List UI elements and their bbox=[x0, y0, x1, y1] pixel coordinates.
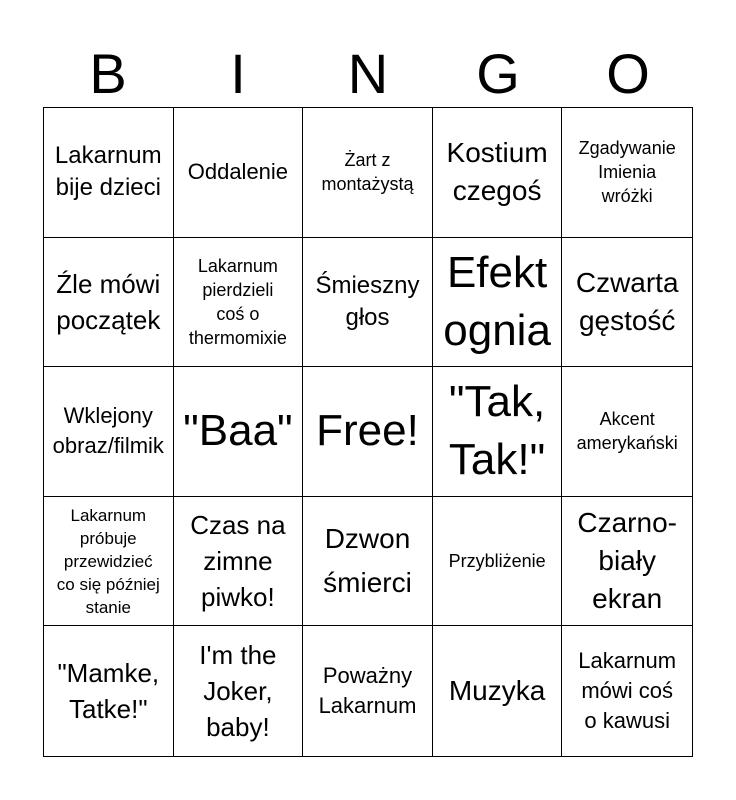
cell-text: Żart z montażystą bbox=[321, 150, 414, 195]
cell-text: "Mamke, Tatke!" bbox=[57, 658, 160, 725]
cell-text: Źle mówi początek bbox=[56, 268, 161, 335]
bingo-cell[interactable] bbox=[433, 626, 563, 756]
bingo-cell[interactable] bbox=[562, 367, 692, 497]
cell-text: Kostium czegoś bbox=[446, 137, 548, 207]
bingo-cell[interactable] bbox=[44, 497, 174, 627]
bingo-cell[interactable] bbox=[303, 626, 433, 756]
bingo-cell[interactable] bbox=[303, 238, 433, 368]
cell-text: Efekt ognia bbox=[443, 247, 551, 355]
bingo-cell[interactable] bbox=[303, 497, 433, 627]
cell-text: Lakarnum próbuje przewidzieć co się później stanie bbox=[56, 505, 160, 617]
header-letter-n: N bbox=[347, 42, 389, 105]
cell-text: Śmieszny głos bbox=[315, 271, 420, 331]
cell-text: Zgadywanie Imienia wróżki bbox=[578, 138, 676, 207]
bingo-cell[interactable] bbox=[44, 108, 174, 238]
bingo-cell[interactable] bbox=[44, 238, 174, 368]
bingo-cell[interactable] bbox=[433, 108, 563, 238]
cell-text: Lakarnum mówi coś o kawusi bbox=[578, 648, 677, 734]
bingo-cell[interactable] bbox=[174, 238, 304, 368]
cell-text: Lakarnum bije dzieci bbox=[54, 142, 162, 202]
header-letter-o: O bbox=[606, 42, 650, 105]
cell-text: Lakarnum pierdzieli coś o thermomixie bbox=[188, 255, 287, 348]
cell-text: Akcent amerykański bbox=[576, 409, 678, 454]
cell-text: Oddalenie bbox=[187, 159, 289, 185]
bingo-cell[interactable] bbox=[44, 626, 174, 756]
cell-text: Muzyka bbox=[448, 675, 546, 707]
cell-text: Poważny Lakarnum bbox=[318, 663, 417, 719]
bingo-header bbox=[43, 40, 693, 108]
bingo-cell[interactable] bbox=[433, 497, 563, 627]
bingo-cell[interactable] bbox=[562, 497, 692, 627]
bingo-cell[interactable] bbox=[174, 108, 304, 238]
header-letter-i: I bbox=[230, 42, 246, 105]
header-letter-b: B bbox=[89, 42, 127, 105]
cell-text: Dzwon śmierci bbox=[323, 523, 412, 599]
header-letter-g: G bbox=[476, 42, 520, 105]
bingo-grid bbox=[43, 107, 693, 757]
cell-text: Wklejony obraz/filmik bbox=[52, 403, 164, 459]
cell-text: "Baa" bbox=[183, 406, 293, 456]
bingo-cell[interactable] bbox=[303, 108, 433, 238]
bingo-cell[interactable] bbox=[174, 367, 304, 497]
cell-text: "Tak, Tak!" bbox=[448, 377, 546, 485]
bingo-cell[interactable] bbox=[44, 367, 174, 497]
bingo-cell[interactable] bbox=[303, 367, 433, 497]
cell-text: Czarno- biały ekran bbox=[577, 507, 677, 615]
cell-text: I'm the Joker, baby! bbox=[199, 640, 277, 743]
cell-text: Przybliżenie bbox=[448, 551, 546, 572]
cell-text: Free! bbox=[316, 406, 419, 456]
bingo-cell[interactable] bbox=[174, 497, 304, 627]
cell-text: Czwarta gęstość bbox=[575, 266, 679, 336]
bingo-cell[interactable] bbox=[562, 108, 692, 238]
bingo-cell[interactable] bbox=[174, 626, 304, 756]
bingo-cell[interactable] bbox=[562, 626, 692, 756]
cell-text: Czas na zimne piwko! bbox=[190, 510, 286, 613]
bingo-cell[interactable] bbox=[562, 238, 692, 368]
bingo-cell[interactable] bbox=[433, 367, 563, 497]
bingo-cell[interactable] bbox=[433, 238, 563, 368]
